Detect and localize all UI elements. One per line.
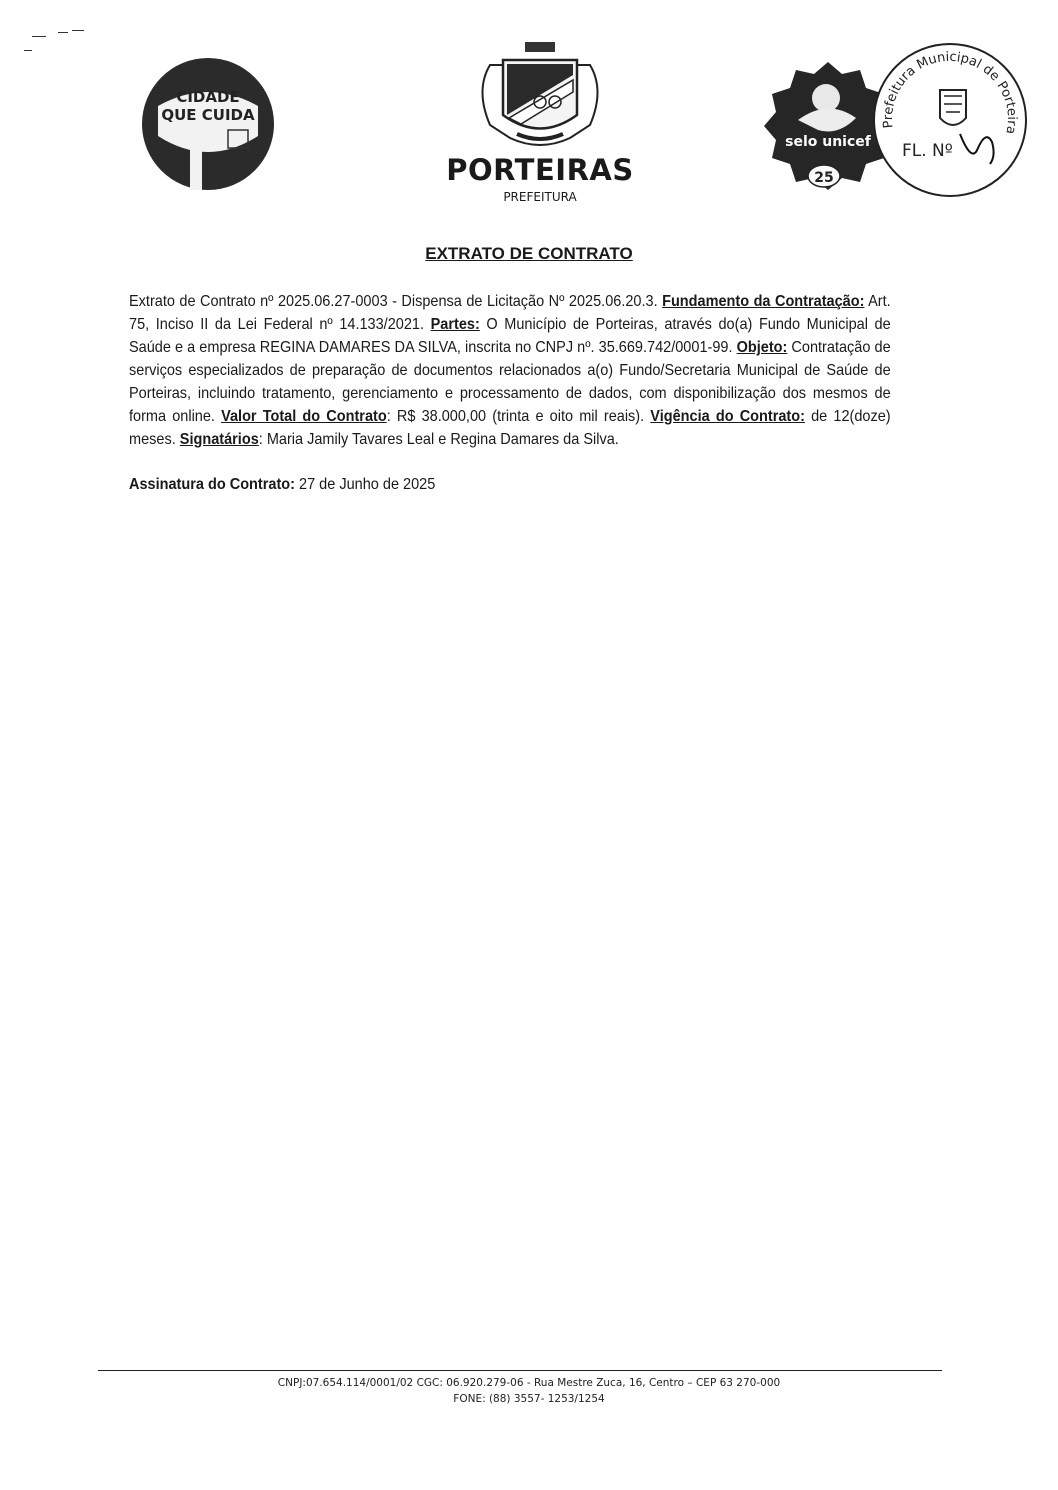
cidade-que-cuida-logo [140, 56, 276, 192]
unicef-label: selo unicef [785, 134, 871, 150]
scan-speck [58, 32, 68, 33]
fundamento-text: Art. 75, Inciso II da Lei Federal nº 14.133/2021. [129, 293, 891, 333]
contract-paragraph [129, 290, 891, 451]
unicef-number: 25 [814, 170, 834, 186]
signature-date-paragraph [129, 473, 891, 496]
scan-speck [72, 30, 84, 31]
scan-speck [32, 36, 46, 37]
footer-phone: FONE: (88) 3557- 1253/1254 [453, 1393, 605, 1405]
contract-extract-body [129, 290, 891, 512]
partes-label: Partes: [430, 316, 480, 333]
footer-divider [98, 1370, 942, 1371]
footer-address: CNPJ:07.654.114/0001/02 CGC: 06.920.279-06 - Rua Mestre Zuca, 16, Centro – CEP 63 270-000 [277, 1377, 781, 1389]
contract-number-text: Extrato de Contrato nº 2025.06.27-0003 - Dispensa de Licitação Nº 2025.06.20.3. [129, 293, 658, 310]
fundamento-label: Fundamento da Contratação: [662, 293, 865, 310]
partes-text: O Município de Porteiras, através do(a) Fundo Municipal de Saúde e a empresa REGINA DAMARES DA SILVA, inscrita no CNPJ nº. 35.669.742/0001-99. [129, 316, 891, 356]
objeto-text: Contratação de serviços especializados de preparação de documentos relacionados a(o) Fundo/Secretaria Municipal de Saúde de Porteiras, incluindo tratamento, gerenciamento e processamento de dados, com disponibilização dos mesmos de forma online. [129, 339, 891, 425]
brand-name: PORTEIRAS [446, 153, 634, 187]
document-title: EXTRATO DE CONTRATO [425, 244, 633, 263]
stamp-folio-label: FL. Nº [902, 141, 953, 161]
valor-total-label: Valor Total do Contrato [221, 408, 387, 425]
cidade-logo-line1: CIDADE [176, 88, 240, 106]
signatarios-text: : Maria Jamily Tavares Leal e Regina Damares da Silva. [258, 431, 619, 448]
vigencia-label: Vigência do Contrato: [650, 408, 805, 425]
valor-total-text: : R$ 38.000,00 (trinta e oito mil reais). [386, 408, 645, 425]
signature-date-label: Assinatura do Contrato: [129, 476, 295, 493]
municipal-stamp [868, 38, 1028, 198]
scan-speck [24, 50, 32, 51]
brand-subtitle: PREFEITURA [503, 190, 577, 204]
signatarios-label: Signatários [179, 431, 259, 448]
stamp-arc-text: Prefeitura Municipal de Porteira [880, 49, 1020, 136]
cidade-logo-line2: QUE CUIDA [161, 106, 255, 124]
objeto-label: Objeto: [736, 339, 788, 356]
vigencia-text: de 12(doze) meses. [129, 408, 891, 448]
signature-date-value: 27 de Junho de 2025 [299, 476, 436, 493]
